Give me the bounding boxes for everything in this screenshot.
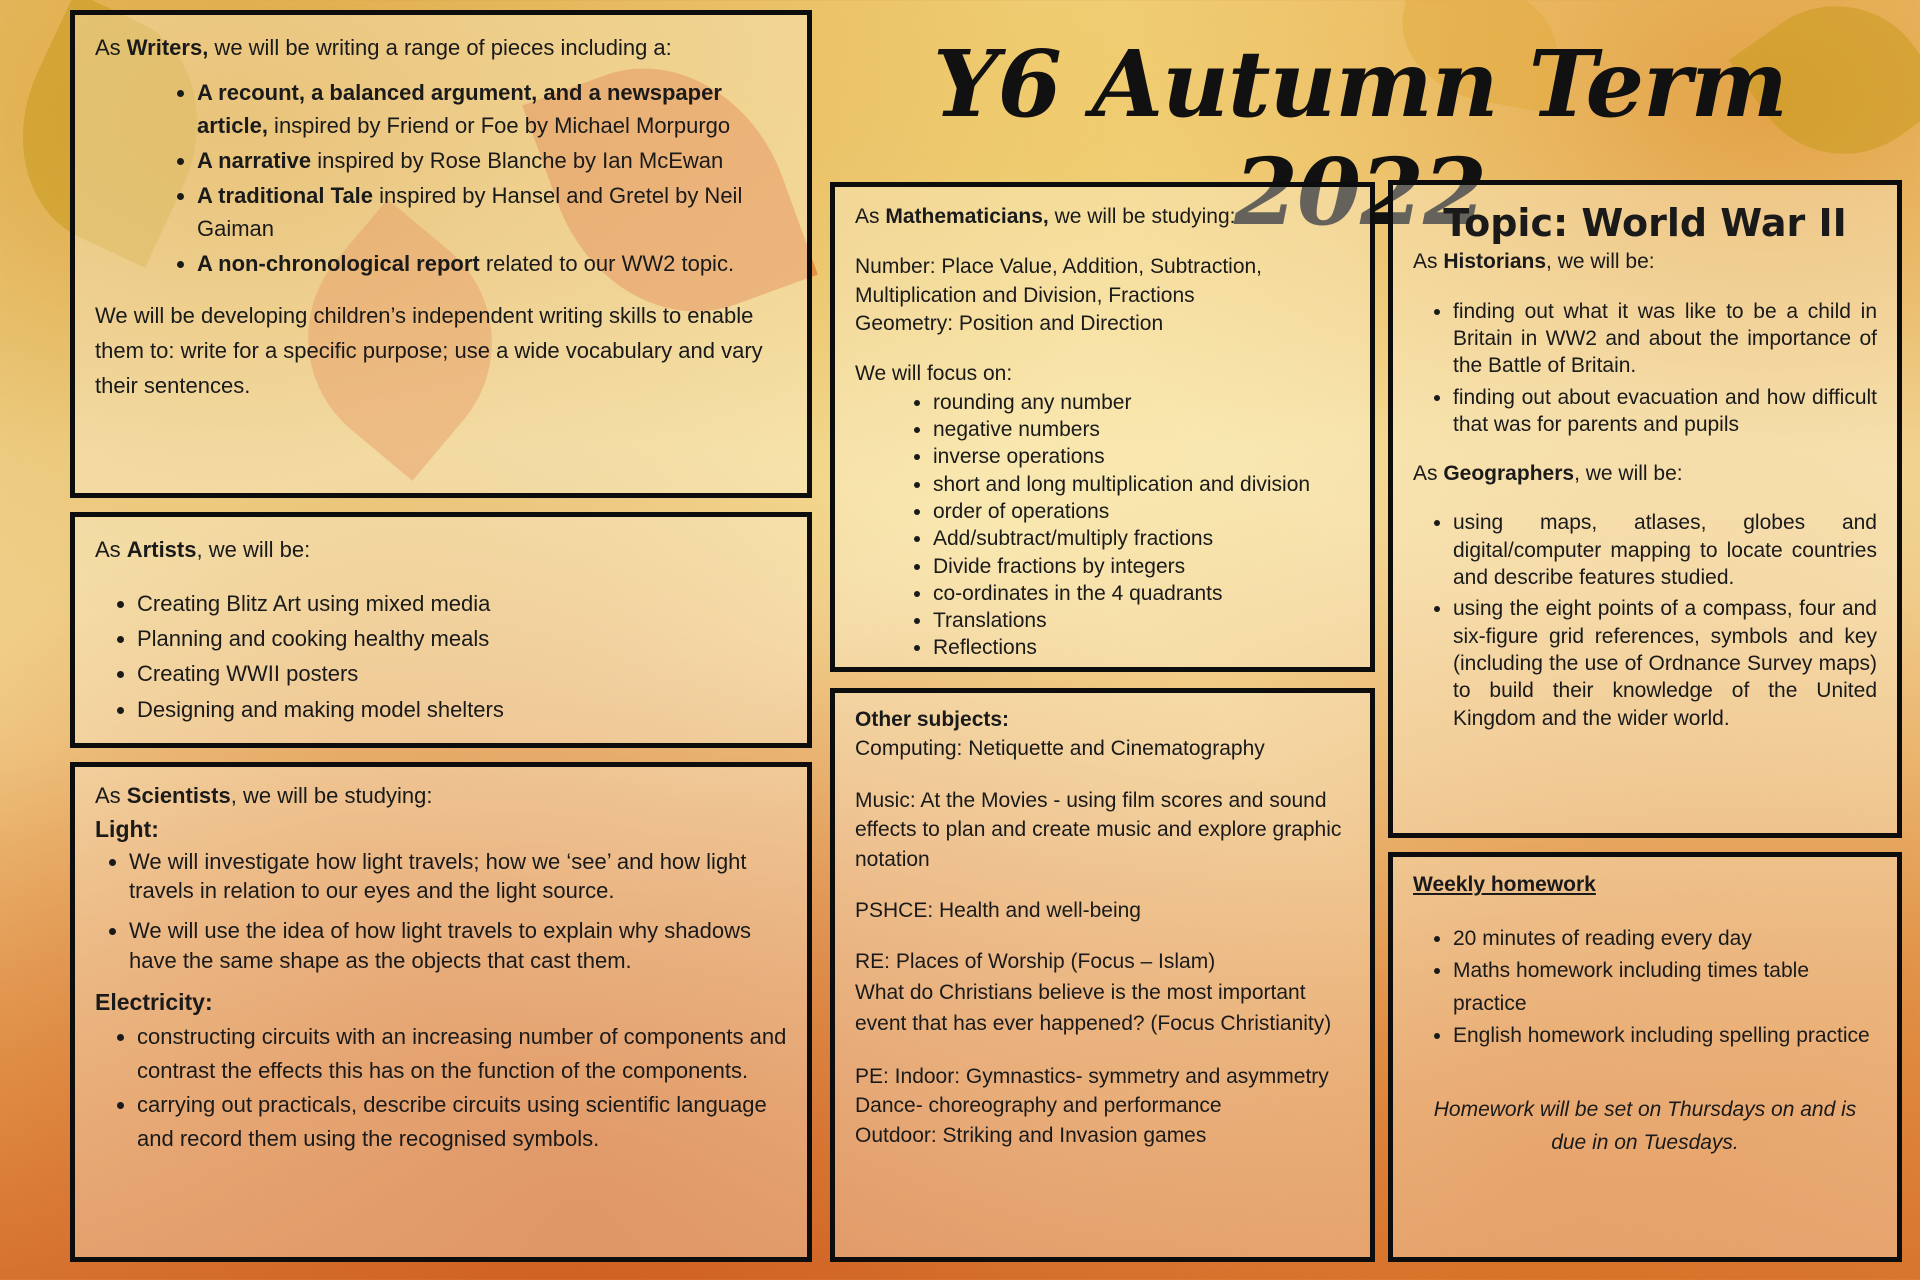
list-item: • inverse operations bbox=[933, 443, 1350, 470]
list-item: • Divide fractions by integers bbox=[933, 553, 1350, 580]
artists-panel bbox=[70, 512, 812, 748]
outdoor-line: Outdoor: Striking and Invasion games bbox=[855, 1123, 1207, 1147]
maths-focus-heading: We will focus on: bbox=[855, 362, 1013, 386]
historians-intro: As Historians, we will be: bbox=[1413, 250, 1655, 274]
list-item: • A non-chronological report related to our WW2 topic. bbox=[197, 247, 787, 280]
homework-heading: Weekly homework bbox=[1413, 873, 1596, 896]
maths-number-line: Number: Place Value, Addition, Subtraction, Multiplication and Division, Fractions bbox=[855, 255, 1263, 307]
writers-intro: As Writers, we will be writing a range of pieces including a: bbox=[95, 35, 672, 60]
list-item: • We will investigate how light travels; how we ‘see’ and how light travels in relation to our eyes and the light source. bbox=[129, 847, 787, 906]
list-item: • Add/subtract/multiply fractions bbox=[933, 525, 1350, 552]
scientists-intro: As Scientists, we will be studying: bbox=[95, 783, 433, 808]
other-subjects-heading: Other subjects: bbox=[855, 708, 1010, 731]
list-item: • rounding any number bbox=[933, 389, 1350, 416]
list-item: • order of operations bbox=[933, 498, 1350, 525]
geographers-intro: As Geographers, we will be: bbox=[1413, 462, 1683, 486]
maths-intro: As Mathematicians, we will be studying: bbox=[855, 205, 1236, 228]
list-item: • We will use the idea of how light travels to explain why shadows have the same shape as the objects that cast them. bbox=[129, 916, 787, 975]
writers-panel bbox=[70, 10, 812, 498]
list-item: • using maps, atlases, globes and digital/computer mapping to locate countries and describe features studied. bbox=[1453, 509, 1877, 591]
list-item: • A traditional Tale inspired by Hansel and Gretel by Neil Gaiman bbox=[197, 179, 787, 245]
re-line: RE: Places of Worship (Focus – Islam) bbox=[855, 950, 1216, 974]
writers-paragraph: We will be developing children’s independent writing skills to enable them to: write for a specific purpose; use a wide vocabulary and vary their sentences. bbox=[95, 303, 763, 399]
list-item: • English homework including spelling practice bbox=[1453, 1020, 1877, 1053]
maths-geometry-line: Geometry: Position and Direction bbox=[855, 312, 1164, 336]
list-item: • Reflections bbox=[933, 634, 1350, 661]
list-item: • Planning and cooking healthy meals bbox=[137, 621, 787, 656]
list-item: • short and long multiplication and division bbox=[933, 471, 1350, 498]
scientists-panel bbox=[70, 762, 812, 1262]
list-item: • Translations bbox=[933, 607, 1350, 634]
pshce-line: PSHCE: Health and well-being bbox=[855, 898, 1141, 922]
dance-line: Dance- choreography and performance bbox=[855, 1094, 1222, 1118]
list-item: • negative numbers bbox=[933, 416, 1350, 443]
list-item: • Creating Blitz Art using mixed media bbox=[137, 586, 787, 621]
list-item: • A recount, a balanced argument, and a newspaper article, inspired by Friend or Foe by Michael Morpurgo bbox=[197, 76, 787, 142]
list-item: • A narrative inspired by Rose Blanche by Ian McEwan bbox=[197, 144, 787, 177]
list-item: • finding out what it was like to be a child in Britain in WW2 and about the importance of the Battle of Britain. bbox=[1453, 298, 1877, 380]
list-item: • carrying out practicals, describe circuits using scientific language and record them using the recognised symbols. bbox=[137, 1088, 787, 1156]
list-item: • Designing and making model shelters bbox=[137, 692, 787, 727]
list-item: • finding out about evacuation and how difficult that was for parents and pupils bbox=[1453, 384, 1877, 439]
list-item: • using the eight points of a compass, four and six-figure grid references, symbols and key (including the use of Ordnance Survey maps) to build their knowledge of the United Kingdom and the wider world. bbox=[1453, 595, 1877, 731]
maths-panel bbox=[830, 182, 1375, 672]
re-question: What do Christians believe is the most important event that has ever happened? (Focus Christianity) bbox=[855, 980, 1332, 1036]
other-subjects-panel bbox=[830, 688, 1375, 1262]
topic-panel bbox=[1388, 180, 1902, 838]
electricity-heading: Electricity: bbox=[95, 989, 213, 1016]
music-line: Music: At the Movies - using film scores and sound effects to plan and create music and explore graphic notation bbox=[855, 788, 1342, 871]
artists-intro: As Artists, we will be: bbox=[95, 537, 311, 562]
page-title: Y6 Autumn Term 2022 bbox=[933, 30, 1787, 246]
light-heading: Light: bbox=[95, 816, 159, 842]
homework-note: Homework will be set on Thursdays on and is due in on Tuesdays. bbox=[1433, 1097, 1857, 1155]
list-item: • Maths homework including times table practice bbox=[1453, 955, 1877, 1020]
list-item: • Creating WWII posters bbox=[137, 656, 787, 691]
pe-line: PE: Indoor: Gymnastics- symmetry and asymmetry bbox=[855, 1064, 1329, 1088]
homework-panel bbox=[1388, 852, 1902, 1262]
computing-line: Computing: Netiquette and Cinematography bbox=[855, 737, 1265, 761]
topic-heading: Topic: World War II bbox=[1443, 201, 1847, 245]
list-item: • co-ordinates in the 4 quadrants bbox=[933, 580, 1350, 607]
list-item: • 20 minutes of reading every day bbox=[1453, 923, 1877, 956]
list-item: • constructing circuits with an increasing number of components and contrast the effects this has on the function of the components. bbox=[137, 1020, 787, 1088]
